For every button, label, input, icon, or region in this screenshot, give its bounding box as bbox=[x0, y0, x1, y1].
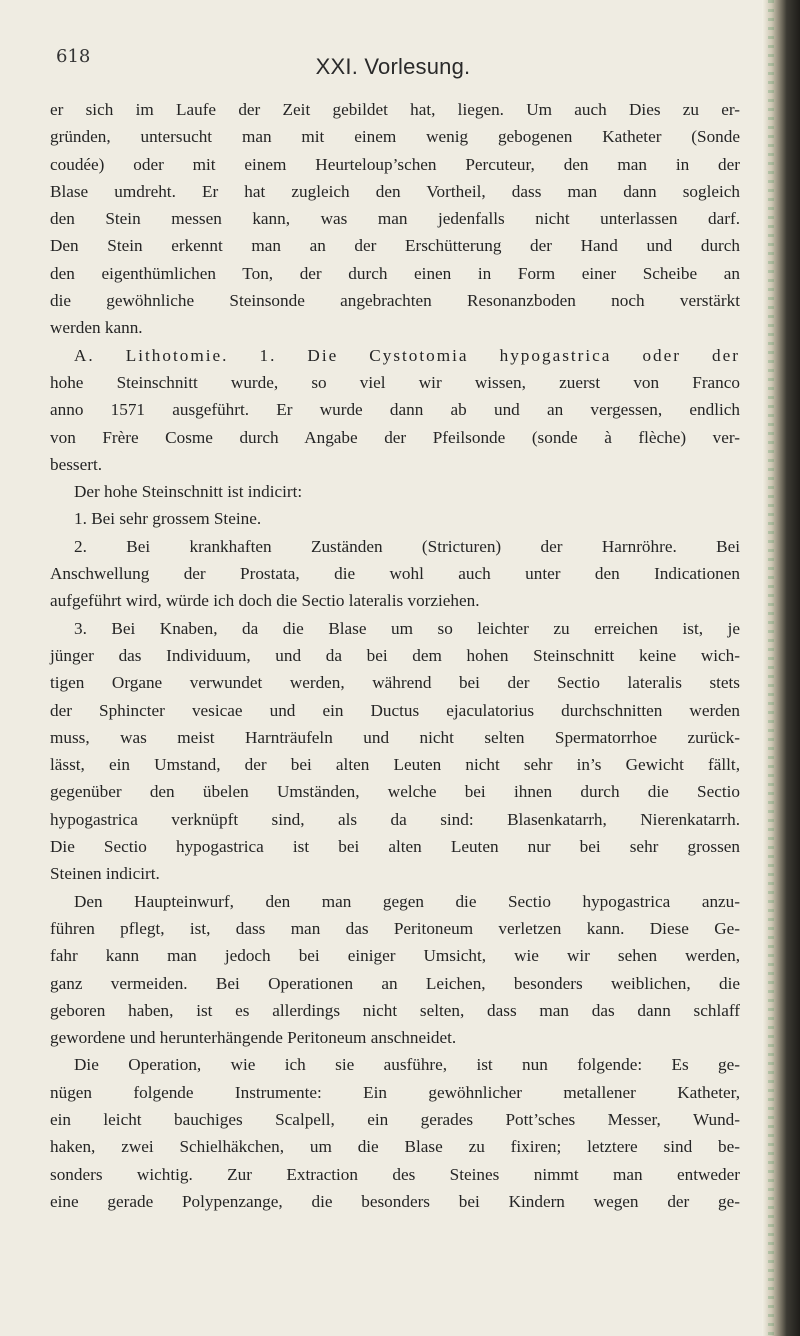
text-line: hypogastrica verknüpft sind, als da sind: Blasenkatarrh, Nierenkatarrh. bbox=[50, 809, 740, 829]
text-line: Den Haupteinwurf, den man gegen die Sectio hypogastrica anzu- bbox=[74, 891, 740, 911]
body-text bbox=[50, 96, 740, 1215]
text-line: bessert. bbox=[50, 454, 103, 474]
text-line: fahr kann man jedoch bei einiger Umsicht, wie wir sehen werden, bbox=[50, 946, 740, 966]
text-line: Die Operation, wie ich sie ausführe, ist nun folgende: Es ge- bbox=[74, 1055, 740, 1075]
text-line: gründen, untersucht man mit einem wenig gebogenen Katheter (Sonde bbox=[50, 127, 740, 147]
text-line: 2. Bei krankhaften Zuständen (Stricturen) der Harnröhre. Bei bbox=[74, 536, 740, 556]
text-line: ein leicht bauchiges Scalpell, ein gerades Pott’sches Messer, Wund- bbox=[50, 1109, 740, 1129]
page-header bbox=[56, 46, 730, 82]
text-line: führen pflegt, ist, dass man das Peritoneum verletzen kann. Diese Ge- bbox=[50, 918, 740, 938]
text-line: aufgeführt wird, würde ich doch die Sectio lateralis vorziehen. bbox=[50, 591, 480, 611]
text-line: Den Stein erkennt man an der Erschütterung der Hand und durch bbox=[50, 236, 740, 256]
text-line: 1. Bei sehr grossem Steine. bbox=[74, 509, 262, 529]
text-line: den eigenthümlichen Ton, der durch einen in Form einer Scheibe an bbox=[50, 263, 740, 283]
text-line: Anschwellung der Prostata, die wohl auch unter den Indicationen bbox=[50, 564, 740, 584]
text-line: gegenüber den übelen Umständen, welche bei ihnen durch die Sectio bbox=[50, 782, 740, 802]
text-line: sonders wichtig. Zur Extraction des Steines nimmt man entweder bbox=[50, 1164, 740, 1184]
text-line: A. Lithotomie. 1. Die Cystotomia hypogastrica oder der bbox=[74, 345, 740, 365]
text-line: gewordene und herunterhängende Peritoneum anschneidet. bbox=[50, 1028, 457, 1048]
text-line: Blase umdreht. Er hat zugleich den Vortheil, dass man dann sogleich bbox=[50, 181, 740, 201]
text-line: Die Sectio hypogastrica ist bei alten Leuten nur bei sehr grossen bbox=[50, 837, 740, 857]
text-line: den Stein messen kann, was man jedenfalls nicht unterlassen darf. bbox=[50, 209, 740, 229]
text-line: anno 1571 ausgeführt. Er wurde dann ab und an vergessen, endlich bbox=[50, 400, 740, 420]
text-line: werden kann. bbox=[50, 318, 143, 338]
text-line: er sich im Laufe der Zeit gebildet hat, liegen. Um auch Dies zu er- bbox=[50, 100, 740, 119]
text-line: hohe Steinschnitt wurde, so viel wir wissen, zuerst von Franco bbox=[50, 372, 740, 392]
text-line: muss, was meist Harnträufeln und nicht selten Spermatorrhoe zurück- bbox=[50, 727, 740, 747]
text-line: jünger das Individuum, und da bei dem hohen Steinschnitt keine wich- bbox=[50, 645, 740, 665]
text-line: von Frère Cosme durch Angabe der Pfeilsonde (sonde à flèche) ver- bbox=[50, 427, 740, 447]
page-number: 618 bbox=[56, 46, 91, 67]
text-line: haken, zwei Schielhäkchen, um die Blase zu fixiren; letztere sind be- bbox=[50, 1137, 740, 1157]
text-line: Steinen indicirt. bbox=[50, 864, 160, 884]
text-line: ganz vermeiden. Bei Operationen an Leichen, besonders weiblichen, die bbox=[50, 973, 740, 993]
running-head: XXI. Vorlesung. bbox=[315, 54, 471, 79]
text-line: eine gerade Polypenzange, die besonders bei Kindern wegen der ge- bbox=[50, 1191, 740, 1211]
text-line: die gewöhnliche Steinsonde angebrachten Resonanzboden noch verstärkt bbox=[50, 291, 740, 311]
text-line: coudée) oder mit einem Heurteloup’schen Percuteur, den man in der bbox=[50, 154, 740, 174]
text-line: nügen folgende Instrumente: Ein gewöhnlicher metallener Katheter, bbox=[50, 1082, 740, 1102]
text-line: Der hohe Steinschnitt ist indicirt: bbox=[74, 482, 303, 502]
book-edge-shadow bbox=[762, 0, 800, 1336]
text-line: tigen Organe verwundet werden, während bei der Sectio lateralis stets bbox=[50, 673, 740, 693]
text-line: der Sphincter vesicae und ein Ductus ejaculatorius durchschnitten werden bbox=[50, 700, 740, 720]
text-line: geboren haben, ist es allerdings nicht selten, dass man das dann schlaff bbox=[50, 1000, 740, 1020]
text-line: lässt, ein Umstand, der bei alten Leuten nicht sehr in’s Gewicht fällt, bbox=[50, 755, 740, 775]
text-line: 3. Bei Knaben, da die Blase um so leichter zu erreichen ist, je bbox=[74, 618, 740, 638]
